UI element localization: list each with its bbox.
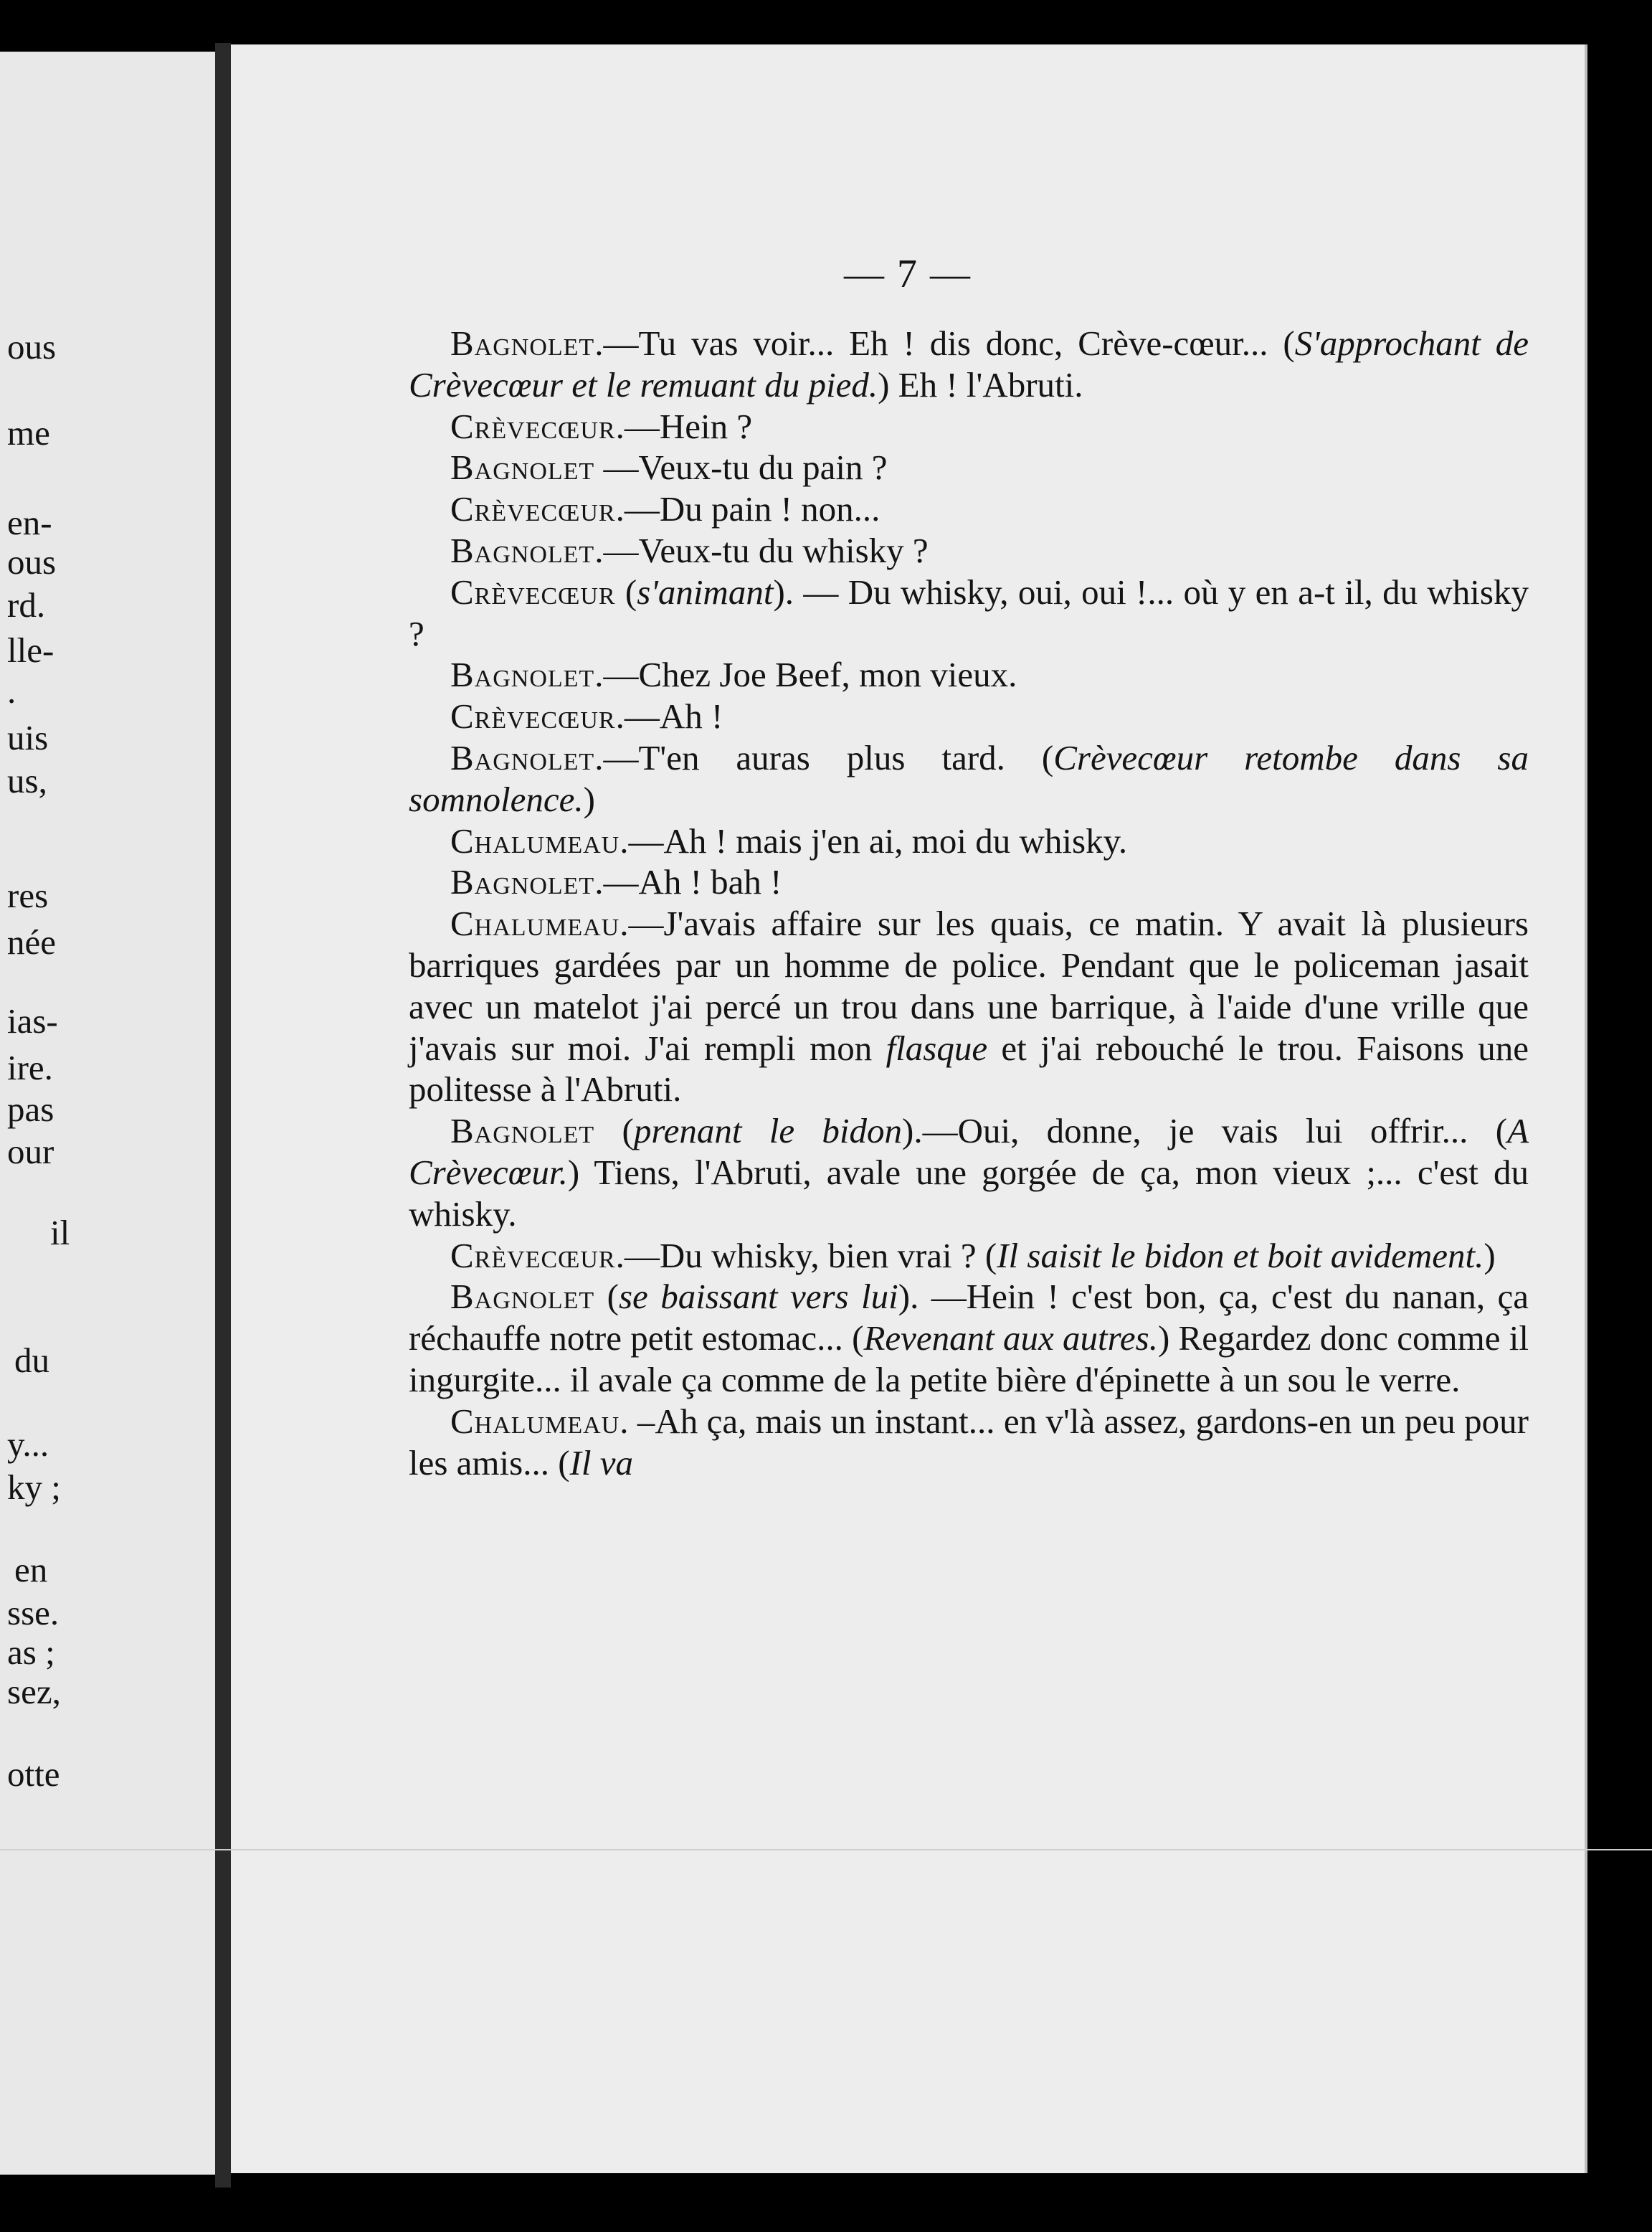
dialogue-paragraph [409, 903, 1529, 1110]
speaker-name: Crèvecœur [450, 406, 616, 446]
dialogue-line: ) Regardez donc comme il ingurgite... il avale ça comme de la petite bière d'épinette à un sou le verre. [409, 1318, 1529, 1399]
dialogue-paragraph [409, 530, 1529, 572]
dialogue-line: Du pain ! non... [659, 489, 880, 529]
dialogue-line: Hein ? [659, 406, 753, 446]
dialogue-paragraph [409, 696, 1529, 737]
left-page-fragment: lle- [7, 630, 54, 670]
speaker-separator: .— [615, 406, 660, 446]
dialogue-line: Tu vas voir... Eh ! dis donc, Crève-cœur... ( [638, 323, 1295, 363]
dialogue-line: et j'ai rebouché le trou. Faisons une politesse à l'Abruti. [409, 1028, 1529, 1110]
dialogue-line: ) Tiens, l'Abruti, avale une gorgée de ça, mon vieux ;... c'est du whisky. [409, 1152, 1529, 1234]
left-page-fragment: ire. [7, 1048, 53, 1087]
dialogue-text [409, 323, 1529, 1483]
stage-direction: Revenant aux autres. [863, 1318, 1158, 1358]
speaker-name: Bagnolet [450, 737, 595, 777]
dialogue-paragraph [409, 821, 1529, 862]
speaker-name: Crèvecœur [450, 696, 616, 737]
speaker-separator: — [594, 448, 639, 488]
speaker-separator: .— [615, 1235, 660, 1275]
left-page-fragment: y... [7, 1424, 49, 1464]
speaker-separator: .— [620, 904, 664, 944]
left-page-edge [0, 52, 224, 2175]
speaker-name: Bagnolet [450, 448, 595, 488]
left-page-fragment: res [7, 876, 49, 915]
speaker-separator: .— [615, 696, 660, 737]
left-page-fragment: otte [7, 1754, 60, 1794]
speaker-separator: ( [615, 572, 637, 612]
dialogue-paragraph [409, 1235, 1529, 1277]
dialogue-line: ). — Du whisky, oui, oui !... où y en a-t il, du whisky ? [409, 572, 1529, 653]
speaker-name: Chalumeau [450, 1401, 620, 1441]
dialogue-paragraph [409, 572, 1529, 655]
right-page [231, 44, 1587, 2173]
dialogue-line: Du whisky, bien vrai ? ( [659, 1235, 997, 1275]
left-page-fragment: uis [7, 718, 49, 757]
left-page-fragment: en [14, 1550, 48, 1589]
speaker-separator: .— [615, 489, 660, 529]
speaker-name: Crèvecœur [450, 1235, 616, 1275]
stage-direction: Il va [569, 1442, 633, 1483]
stage-direction: S'approchant de Crèvecœur et le remuant du pied. [409, 323, 1529, 405]
speaker-separator: .— [594, 737, 639, 777]
left-page-fragment: ous [7, 542, 57, 582]
dialogue-line: Ah ! bah ! [638, 862, 782, 902]
book-gutter [215, 43, 231, 2188]
left-page-fragment: as ; [7, 1632, 55, 1672]
stage-direction: se baissant vers lui [618, 1277, 898, 1317]
dialogue-line: Veux-tu du pain ? [638, 448, 888, 488]
stage-direction: s'animant [637, 572, 774, 612]
dialogue-line: T'en auras plus tard. ( [638, 737, 1054, 777]
left-page-fragment: il [50, 1213, 70, 1252]
left-page-fragment: us, [7, 761, 47, 800]
speaker-name: Bagnolet [450, 1111, 595, 1151]
speaker-name: Chalumeau [450, 904, 620, 944]
left-page-fragment: ous [7, 327, 57, 367]
dialogue-paragraph [409, 406, 1529, 448]
left-page-fragment: me [7, 413, 50, 453]
stage-direction: A Crèvecœur. [409, 1111, 1529, 1192]
dialogue-paragraph [409, 447, 1529, 488]
dialogue-line: ) [1484, 1235, 1496, 1275]
dialogue-line: ).—Oui, donne, je vais lui offrir... ( [902, 1111, 1508, 1151]
dialogue-line: Ah ! mais j'en ai, moi du whisky. [663, 821, 1128, 861]
dialogue-paragraph [409, 1276, 1529, 1400]
speaker-separator: ( [594, 1111, 634, 1151]
left-page-fragment: du [14, 1340, 49, 1380]
left-page-fragment: rd. [7, 585, 46, 625]
speaker-separator: .— [594, 862, 639, 902]
dialogue-line: Veux-tu du whisky ? [638, 530, 929, 570]
stage-direction: prenant le bidon [633, 1111, 903, 1151]
stage-direction: Il saisit le bidon et boit avidement. [997, 1235, 1484, 1275]
dialogue-paragraph [409, 1110, 1529, 1234]
dialogue-paragraph [409, 488, 1529, 530]
stage-direction: Crèvecœur retombe dans sa somnolence. [409, 737, 1529, 819]
dialogue-line: Chez Joe Beef, mon vieux. [638, 655, 1017, 695]
left-page-fragment: . [7, 671, 16, 711]
dialogue-paragraph [409, 861, 1529, 903]
left-page-fragment: ky ; [7, 1467, 61, 1507]
dialogue-line: ) Eh ! l'Abruti. [878, 364, 1083, 405]
speaker-name: Bagnolet [450, 530, 595, 570]
dialogue-line: ) [583, 779, 595, 819]
speaker-name: Chalumeau [450, 821, 620, 861]
dialogue-paragraph [409, 323, 1529, 406]
speaker-separator: . – [620, 1401, 655, 1441]
speaker-separator: .— [594, 655, 639, 695]
dialogue-paragraph [409, 737, 1529, 821]
left-page-fragment: née [7, 922, 56, 962]
speaker-separator: .— [620, 821, 664, 861]
dialogue-paragraph [409, 654, 1529, 696]
left-page-fragment: sez, [7, 1672, 61, 1711]
dialogue-line: Ah ça, mais un instant... en v'là assez, gardons-en un peu pour les amis... ( [409, 1401, 1529, 1483]
left-page-fragment: our [7, 1132, 54, 1171]
left-page-fragment: en- [7, 503, 52, 542]
speaker-name: Crèvecœur [450, 489, 616, 529]
page-number: — 7 — [844, 252, 972, 296]
left-page-fragment: pas [7, 1089, 54, 1129]
stage-direction: flasque [886, 1028, 988, 1068]
dialogue-line: J'avais affaire sur les quais, ce matin. Y avait là plusieurs barriques gardées par un homme de police. Pendant que le policeman jasait avec un matelot j'ai percé un trou dans une barrique, à l'aide d'une vrille que j'avais sur moi. J'ai rempli mon [409, 904, 1529, 1068]
speaker-name: Bagnolet [450, 655, 595, 695]
speaker-name: Bagnolet [450, 862, 595, 902]
dialogue-paragraph [409, 1401, 1529, 1484]
speaker-separator: ( [594, 1277, 619, 1317]
left-page-fragment: sse. [7, 1593, 60, 1632]
dialogue-line: Ah ! [659, 696, 723, 737]
dialogue-line: ). —Hein ! c'est bon, ça, c'est du nanan, ça réchauffe notre petit estomac... ( [409, 1277, 1529, 1358]
speaker-name: Bagnolet [450, 323, 595, 363]
speaker-separator: .— [594, 530, 639, 570]
speaker-separator: .— [594, 323, 639, 363]
left-page-fragment: ias- [7, 1001, 58, 1041]
scan-line [0, 1849, 1652, 1850]
speaker-name: Bagnolet [450, 1277, 595, 1317]
speaker-name: Crèvecœur [450, 572, 616, 612]
